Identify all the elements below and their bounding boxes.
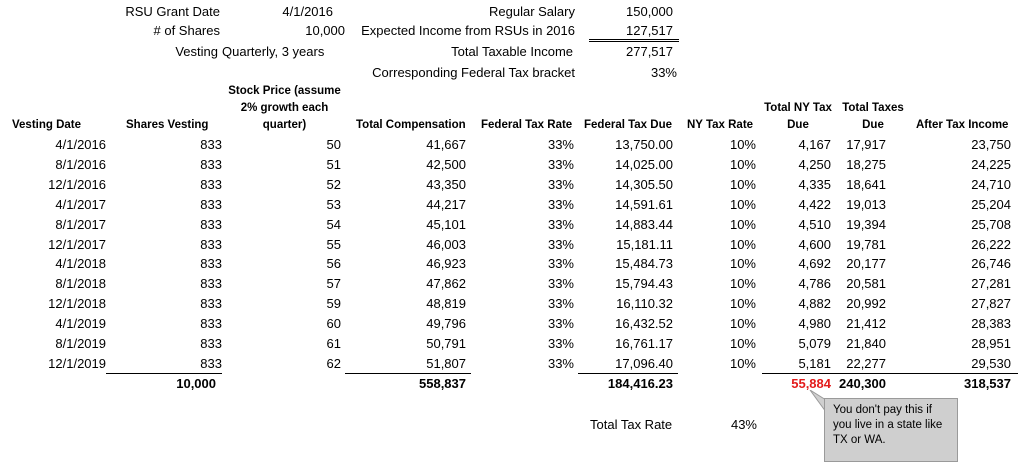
header-ny-due-l2: Due [787, 119, 809, 131]
vesting-value[interactable]: Quarterly, 3 years [222, 44, 325, 59]
cell-after-tax[interactable]: 24,710 [971, 177, 1011, 192]
cell-fed-due[interactable]: 13,750.00 [615, 137, 673, 152]
cell-fed-rate[interactable]: 33% [547, 296, 574, 311]
salary-label: Regular Salary [489, 4, 575, 19]
cell-ny-due[interactable]: 4,422 [798, 197, 831, 212]
header-vesting-date: Vesting Date [12, 119, 82, 131]
cell-fed-due[interactable]: 16,761.17 [615, 336, 673, 351]
cell-vesting-date[interactable]: 8/1/2016 [55, 157, 106, 172]
cell-ny-rate[interactable]: 10% [729, 256, 756, 271]
cell-vesting-date[interactable]: 4/1/2018 [55, 256, 106, 271]
header-stock-price-l3: quarter) [262, 119, 307, 131]
total-shares[interactable]: 10,000 [176, 376, 216, 391]
cell-total-comp[interactable]: 46,003 [426, 237, 466, 252]
cell-shares-vesting[interactable]: 833 [200, 276, 222, 291]
cell-fed-rate[interactable]: 33% [547, 356, 574, 371]
fed-due-underline [578, 373, 678, 374]
cell-vesting-date[interactable]: 8/1/2018 [55, 276, 106, 291]
cell-vesting-date[interactable]: 4/1/2019 [55, 316, 106, 331]
vesting-label: Vesting [175, 44, 218, 59]
cell-ny-rate[interactable]: 10% [729, 356, 756, 371]
cell-total-comp[interactable]: 44,217 [426, 197, 466, 212]
header-total-taxes-l2: Due [862, 119, 884, 131]
cell-ny-due[interactable]: 4,980 [798, 316, 831, 331]
cell-fed-rate[interactable]: 33% [547, 276, 574, 291]
total-after-tax[interactable]: 318,537 [964, 376, 1011, 391]
cell-total-taxes[interactable]: 21,412 [846, 316, 886, 331]
cell-total-comp[interactable]: 49,796 [426, 316, 466, 331]
header-stock-price [227, 83, 342, 134]
shares-underline [106, 373, 222, 374]
cell-stock-price[interactable]: 51 [326, 157, 341, 172]
cell-total-taxes[interactable]: 18,275 [846, 157, 886, 172]
cell-ny-due[interactable]: 5,079 [798, 336, 831, 351]
cell-vesting-date[interactable]: 8/1/2019 [55, 336, 106, 351]
cell-ny-due[interactable]: 4,510 [798, 217, 831, 232]
header-total-taxes [838, 100, 908, 134]
cell-total-taxes[interactable]: 18,641 [846, 177, 886, 192]
total-tax-rate-value[interactable]: 43% [730, 417, 757, 432]
cell-ny-rate[interactable]: 10% [729, 237, 756, 252]
cell-vesting-date[interactable]: 12/1/2018 [48, 296, 106, 311]
total-fed-due[interactable]: 184,416.23 [607, 376, 673, 391]
cell-after-tax[interactable]: 28,951 [971, 336, 1011, 351]
cell-fed-due[interactable]: 15,794.43 [615, 276, 673, 291]
cell-vesting-date[interactable]: 12/1/2016 [48, 177, 106, 192]
cell-total-comp[interactable]: 43,350 [426, 177, 466, 192]
cell-ny-due[interactable]: 4,882 [798, 296, 831, 311]
cell-fed-rate[interactable]: 33% [547, 137, 574, 152]
cell-ny-rate[interactable]: 10% [729, 316, 756, 331]
cell-fed-due[interactable]: 16,432.52 [615, 316, 673, 331]
cell-stock-price[interactable]: 56 [326, 256, 341, 271]
cell-ny-due[interactable]: 4,786 [798, 276, 831, 291]
header-shares-vesting: Shares Vesting [126, 119, 209, 131]
cell-fed-due[interactable]: 17,096.40 [615, 356, 673, 371]
cell-fed-due[interactable]: 15,484.73 [615, 256, 673, 271]
cell-fed-rate[interactable]: 33% [547, 197, 574, 212]
cell-fed-rate[interactable]: 33% [547, 237, 574, 252]
cell-ny-due[interactable]: 5,181 [798, 356, 831, 371]
cell-fed-due[interactable]: 14,305.50 [615, 177, 673, 192]
cell-stock-price[interactable]: 60 [326, 316, 341, 331]
cell-total-taxes[interactable]: 17,917 [846, 137, 886, 152]
cell-total-taxes[interactable]: 19,013 [846, 197, 886, 212]
cell-total-taxes[interactable]: 21,840 [846, 336, 886, 351]
comment-callout[interactable] [824, 398, 958, 462]
cell-fed-rate[interactable]: 33% [547, 217, 574, 232]
cell-shares-vesting[interactable]: 833 [200, 137, 222, 152]
cell-vesting-date[interactable]: 12/1/2019 [48, 356, 106, 371]
cell-fed-rate[interactable]: 33% [547, 256, 574, 271]
cell-after-tax[interactable]: 25,708 [971, 217, 1011, 232]
cell-fed-due[interactable]: 15,181.11 [616, 237, 673, 252]
cell-after-tax[interactable]: 24,225 [971, 157, 1011, 172]
cell-total-taxes[interactable]: 22,277 [846, 356, 886, 371]
cell-stock-price[interactable]: 62 [326, 356, 341, 371]
cell-vesting-date[interactable]: 12/1/2017 [48, 237, 106, 252]
cell-stock-price[interactable]: 57 [326, 276, 341, 291]
total-tax-rate-label: Total Tax Rate [590, 417, 673, 432]
cell-after-tax[interactable]: 27,281 [971, 276, 1011, 291]
cell-ny-rate[interactable]: 10% [729, 296, 756, 311]
cell-stock-price[interactable]: 55 [326, 237, 341, 252]
cell-ny-rate[interactable]: 10% [729, 276, 756, 291]
header-stock-price-l1: Stock Price (assume [228, 85, 341, 97]
cell-after-tax[interactable]: 23,750 [971, 137, 1011, 152]
cell-after-tax[interactable]: 26,222 [971, 237, 1011, 252]
grant-date-value[interactable]: 4/1/2016 [282, 4, 333, 19]
header-stock-price-l2: 2% growth each [240, 102, 329, 114]
cell-shares-vesting[interactable]: 833 [200, 296, 222, 311]
shares-label: # of Shares [153, 23, 220, 38]
cell-ny-due[interactable]: 4,167 [798, 137, 831, 152]
cell-after-tax[interactable]: 26,746 [971, 256, 1011, 271]
cell-shares-vesting[interactable]: 833 [200, 217, 222, 232]
cell-total-taxes[interactable]: 19,781 [846, 237, 886, 252]
cell-total-comp[interactable]: 48,819 [426, 296, 466, 311]
cell-shares-vesting[interactable]: 833 [200, 316, 222, 331]
cell-after-tax[interactable]: 28,383 [971, 316, 1011, 331]
cell-ny-rate[interactable]: 10% [729, 177, 756, 192]
bracket-value[interactable]: 33% [650, 65, 677, 80]
cell-ny-rate[interactable]: 10% [729, 157, 756, 172]
cell-vesting-date[interactable]: 8/1/2017 [55, 217, 106, 232]
cell-total-comp[interactable]: 45,101 [426, 217, 466, 232]
cell-stock-price[interactable]: 53 [326, 197, 341, 212]
comp-underline [345, 373, 471, 374]
header-ny-due-l1: Total NY Tax [764, 102, 832, 114]
header-fed-due: Federal Tax Due [584, 119, 672, 131]
cell-total-comp[interactable]: 47,862 [426, 276, 466, 291]
header-total-taxes-l1: Total Taxes [842, 102, 904, 114]
rsu-income-value[interactable]: 127,517 [626, 23, 673, 38]
cell-fed-rate[interactable]: 33% [547, 336, 574, 351]
cell-stock-price[interactable]: 61 [326, 336, 341, 351]
cell-shares-vesting[interactable]: 833 [200, 256, 222, 271]
cell-ny-due[interactable]: 4,335 [798, 177, 831, 192]
cell-ny-due[interactable]: 4,250 [798, 157, 831, 172]
taxable-value[interactable]: 277,517 [626, 44, 673, 59]
taxes-underline [762, 373, 1018, 374]
cell-total-comp[interactable]: 41,667 [426, 137, 466, 152]
cell-ny-due[interactable]: 4,692 [798, 256, 831, 271]
cell-shares-vesting[interactable]: 833 [200, 336, 222, 351]
cell-fed-due[interactable]: 14,591.61 [615, 197, 673, 212]
cell-stock-price[interactable]: 50 [326, 137, 341, 152]
total-comp[interactable]: 558,837 [419, 376, 466, 391]
cell-shares-vesting[interactable]: 833 [200, 356, 222, 371]
cell-total-taxes[interactable]: 20,992 [846, 296, 886, 311]
salary-value[interactable]: 150,000 [626, 4, 673, 19]
cell-vesting-date[interactable]: 4/1/2017 [55, 197, 106, 212]
cell-fed-rate[interactable]: 33% [547, 177, 574, 192]
cell-after-tax[interactable]: 25,204 [971, 197, 1011, 212]
cell-total-comp[interactable]: 42,500 [426, 157, 466, 172]
cell-fed-due[interactable]: 14,025.00 [615, 157, 673, 172]
header-ny-rate: NY Tax Rate [687, 119, 754, 131]
cell-total-comp[interactable]: 51,807 [426, 356, 466, 371]
double-underline [589, 39, 679, 42]
cell-fed-rate[interactable]: 33% [547, 316, 574, 331]
cell-total-comp[interactable]: 50,791 [426, 336, 466, 351]
cell-fed-rate[interactable]: 33% [547, 157, 574, 172]
cell-ny-rate[interactable]: 10% [729, 217, 756, 232]
comment-text: You don't pay this if you live in a state like TX or WA. [833, 404, 943, 446]
cell-stock-price[interactable]: 59 [326, 296, 341, 311]
cell-stock-price[interactable]: 52 [326, 177, 341, 192]
header-ny-due [762, 100, 834, 134]
cell-after-tax[interactable]: 27,827 [971, 296, 1011, 311]
cell-fed-due[interactable]: 14,883.44 [615, 217, 673, 232]
cell-fed-due[interactable]: 16,110.32 [616, 296, 673, 311]
cell-after-tax[interactable]: 29,530 [971, 356, 1011, 371]
taxable-label: Total Taxable Income [451, 44, 573, 59]
header-total-comp: Total Compensation [356, 119, 466, 131]
grant-date-label: RSU Grant Date [125, 4, 220, 19]
cell-shares-vesting[interactable]: 833 [200, 197, 222, 212]
cell-shares-vesting[interactable]: 833 [200, 157, 222, 172]
cell-ny-rate[interactable]: 10% [729, 336, 756, 351]
shares-value[interactable]: 10,000 [305, 23, 345, 38]
cell-shares-vesting[interactable]: 833 [200, 177, 222, 192]
cell-total-taxes[interactable]: 20,581 [846, 276, 886, 291]
cell-ny-rate[interactable]: 10% [729, 137, 756, 152]
total-taxes[interactable]: 240,300 [839, 376, 886, 391]
cell-shares-vesting[interactable]: 833 [200, 237, 222, 252]
header-after-tax: After Tax Income [916, 119, 1009, 131]
rsu-income-label: Expected Income from RSUs in 2016 [361, 23, 575, 38]
cell-total-taxes[interactable]: 20,177 [846, 256, 886, 271]
cell-ny-rate[interactable]: 10% [729, 197, 756, 212]
cell-ny-due[interactable]: 4,600 [798, 237, 831, 252]
total-ny-due[interactable]: 55,884 [791, 376, 831, 391]
header-fed-rate: Federal Tax Rate [481, 119, 573, 131]
cell-stock-price[interactable]: 54 [326, 217, 341, 232]
cell-total-comp[interactable]: 46,923 [426, 256, 466, 271]
cell-total-taxes[interactable]: 19,394 [846, 217, 886, 232]
cell-vesting-date[interactable]: 4/1/2016 [55, 137, 106, 152]
bracket-label: Corresponding Federal Tax bracket [372, 65, 575, 80]
